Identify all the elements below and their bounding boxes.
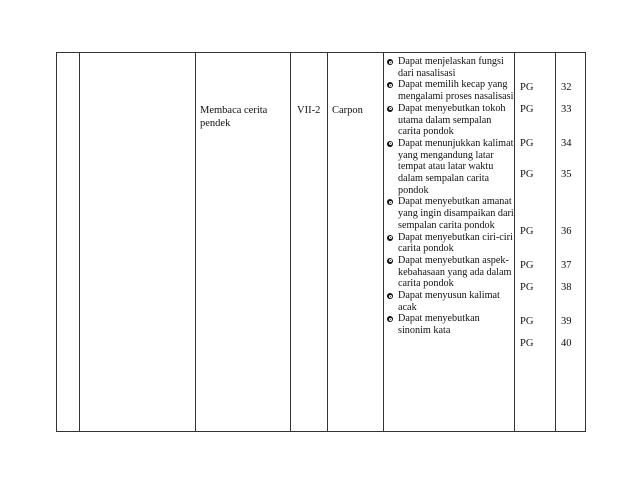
list-item: Dapat menyebutkan amanat yang ingin disampaikan dari sempalan carita pondok <box>387 196 515 231</box>
question-number: 35 <box>561 169 572 180</box>
question-type: PG <box>520 260 534 271</box>
table-bottom-border <box>56 431 585 432</box>
topic-line-2: pendek <box>200 118 231 129</box>
question-number: 34 <box>561 138 572 149</box>
question-number: 32 <box>561 82 572 93</box>
question-type: PG <box>520 104 534 115</box>
question-type: PG <box>520 282 534 293</box>
question-number: 39 <box>561 316 572 327</box>
indicator-list <box>387 56 515 337</box>
col-border <box>555 52 556 432</box>
question-type: PG <box>520 82 534 93</box>
list-item: Dapat menyebutkan tokoh utama dalam sempalan carita pondok <box>387 103 515 138</box>
question-number: 36 <box>561 226 572 237</box>
bullet-icon <box>387 199 393 205</box>
question-type: PG <box>520 169 534 180</box>
bullet-icon <box>387 106 393 112</box>
bullet-icon <box>387 235 393 241</box>
question-type: PG <box>520 226 534 237</box>
bullet-icon <box>387 258 393 264</box>
list-item: Dapat memilih kecap yang mengalami proses nasalisasi <box>387 79 515 102</box>
question-number: 37 <box>561 260 572 271</box>
col-border <box>585 52 586 432</box>
question-number: 38 <box>561 282 572 293</box>
class-cell: VII-2 <box>297 105 321 116</box>
bullet-icon <box>387 293 393 299</box>
list-item: Dapat menyebutkan aspek-kebahasaan yang ada dalam carita pondok <box>387 255 515 290</box>
question-number: 40 <box>561 338 572 349</box>
bullet-icon <box>387 82 393 88</box>
col-border <box>56 52 57 432</box>
col-border <box>79 52 80 432</box>
list-item: Dapat menunjukkan kalimat yang mengandung latar tempat atau latar waktu dalam sempalan carita pondok <box>387 138 515 197</box>
list-item: Dapat menyusun kalimat acak <box>387 290 515 313</box>
table-top-border <box>56 52 585 53</box>
list-item: Dapat menyebutkan ciri-ciri carita pondok <box>387 232 515 255</box>
list-item: Dapat menyebutkan sinonim kata <box>387 313 515 336</box>
bullet-icon <box>387 59 393 65</box>
col-border <box>290 52 291 432</box>
question-number: 33 <box>561 104 572 115</box>
material-cell: Carpon <box>332 105 363 116</box>
topic-cell <box>200 104 267 130</box>
question-type: PG <box>520 338 534 349</box>
col-border <box>327 52 328 432</box>
topic-line-1: Membaca cerita <box>200 105 268 116</box>
bullet-icon <box>387 141 393 147</box>
col-border <box>195 52 196 432</box>
col-border <box>383 52 384 432</box>
bullet-icon <box>387 316 393 322</box>
question-type: PG <box>520 316 534 327</box>
list-item: Dapat menjelaskan fungsi dari nasalisasi <box>387 56 515 79</box>
question-type: PG <box>520 138 534 149</box>
